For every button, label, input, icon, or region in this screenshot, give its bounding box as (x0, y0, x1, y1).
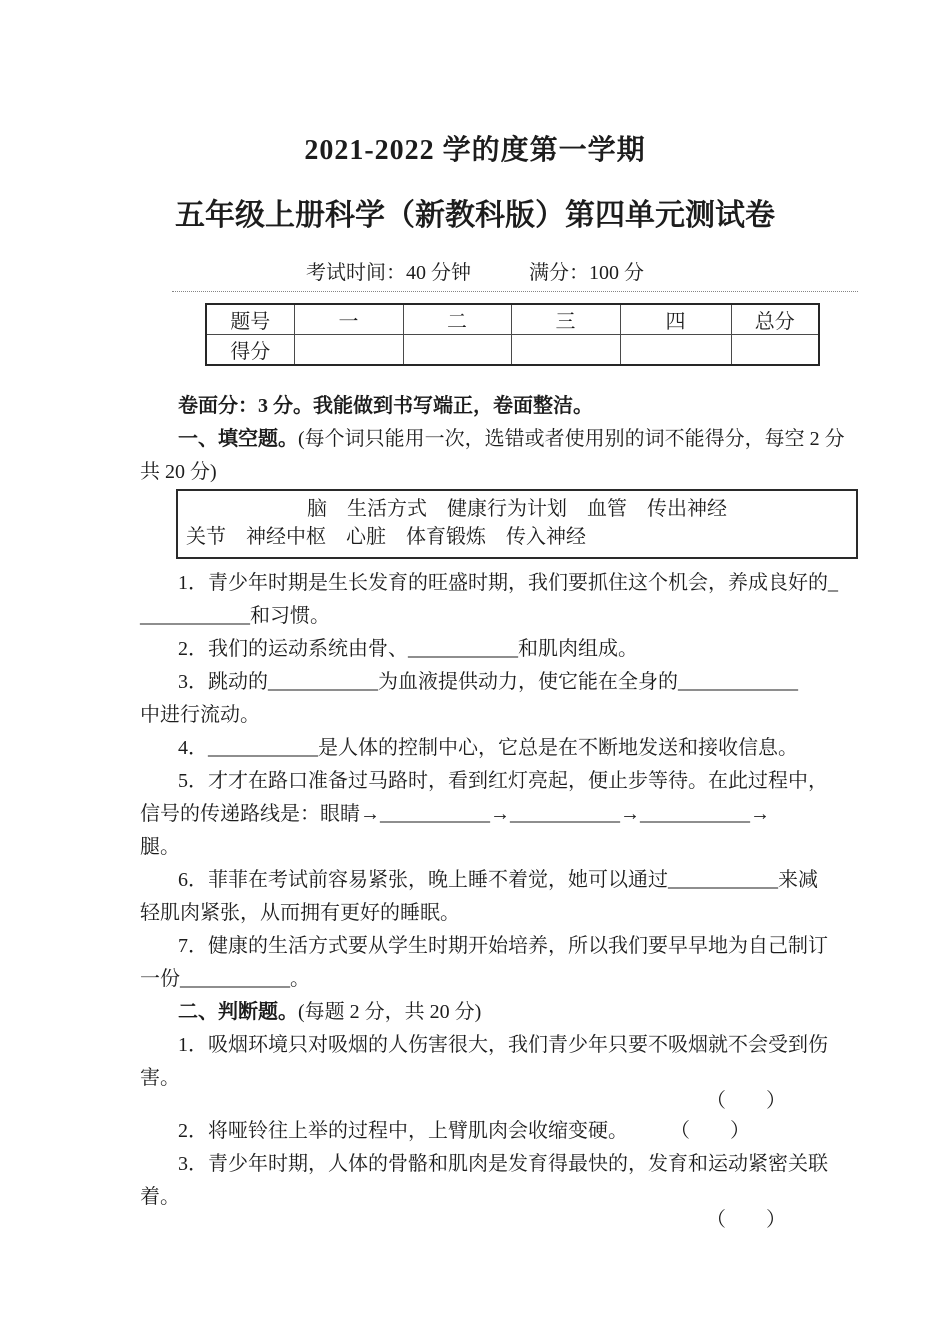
section2-heading-note: (每题 2 分，共 20 分) (298, 1001, 482, 1023)
judge-line: 着。 (140, 1186, 180, 1208)
section1-heading-cont: 共 20 分) (140, 461, 217, 483)
score-table-col: 二 (403, 304, 511, 335)
score-cell (620, 335, 731, 366)
fill-blank-line: 7．健康的生活方式要从学生时期开始培养，所以我们要早早地为自己制订 (178, 935, 828, 957)
fill-blank-line: ___________和习惯。 (140, 605, 330, 627)
judge-line: 3．青少年时期，人体的骨骼和肌肉是发育得最快的，发育和运动紧密关联 (178, 1153, 828, 1175)
neatness-note: 卷面分：3 分。我能做到书写端正，卷面整洁。 (178, 395, 593, 417)
fill-blank-line: 4．___________是人体的控制中心，它总是在不断地发送和接收信息。 (178, 737, 798, 759)
fill-blank-line: 腿。 (140, 836, 180, 858)
score-cell (731, 335, 819, 366)
section1-heading-note: (每个词只能用一次，选错或者使用别的词不能得分，每空 2 分 (298, 428, 845, 450)
exam-info-row (0, 256, 950, 285)
fill-blank-line: 5．才才在路口准备过马路时，看到红灯亮起，便止步等待。在此过程中， (178, 770, 828, 792)
score-table-col: 三 (511, 304, 620, 335)
section2-heading (140, 996, 858, 1029)
judge-line: 1．吸烟环境只对吸烟的人伤害很大，我们青少年只要不吸烟就不会受到伤 (178, 1034, 828, 1056)
judge-line-text: 2．将哑铃往上举的过程中，上臂肌肉会收缩变硬。 (178, 1120, 628, 1142)
fill-blank-line: 中进行流动。 (140, 704, 260, 726)
full-score-label: 满分：100 分 (529, 262, 644, 284)
score-cell (511, 335, 620, 366)
word-bank-line: 关节 神经中枢 心脏 体育锻炼 传入神经 (186, 526, 586, 548)
exam-title-subject: 五年级上册科学（新教科版）第四单元测试卷 (175, 199, 775, 232)
fill-blank-line: 信号的传递路线是：眼睛→___________→___________→___________→ (140, 803, 770, 825)
fill-blank-line: 轻肌肉紧张，从而拥有更好的睡眠。 (140, 902, 460, 924)
score-row-label: 得分 (206, 335, 294, 366)
fill-blank-line: 一份___________。 (140, 968, 310, 990)
judge-line (140, 1115, 858, 1148)
answer-parentheses: （ ） (706, 1209, 786, 1231)
word-bank-line: 脑 生活方式 健康行为计划 血管 传出神经 (307, 498, 727, 520)
score-cell (294, 335, 403, 366)
fill-blank-line: 2．我们的运动系统由骨、___________和肌肉组成。 (178, 638, 638, 660)
word-bank-box (176, 489, 858, 559)
section1-heading-title: 一、填空题。 (178, 428, 298, 450)
exam-time-label: 考试时间：40 分钟 (306, 262, 471, 284)
score-table-header-label: 题号 (206, 304, 294, 335)
score-table-score-row (206, 335, 819, 366)
exam-body (140, 390, 858, 1234)
score-table-col: 四 (620, 304, 731, 335)
section1-heading (140, 423, 858, 456)
answer-parentheses: （ ） (680, 1120, 750, 1142)
score-table-col: 总分 (731, 304, 819, 335)
section2-heading-title: 二、判断题。 (178, 1001, 298, 1023)
score-table (205, 303, 820, 366)
fill-blank-line: 6．菲菲在考试前容易紧张，晚上睡不着觉，她可以通过___________来减 (178, 869, 818, 891)
score-cell (403, 335, 511, 366)
answer-parentheses: （ ） (706, 1090, 786, 1112)
exam-title-year: 2021-2022 学的度第一学期 (304, 135, 646, 166)
judge-line: 害。 (140, 1067, 180, 1089)
fill-blank-line: 3．跳动的___________为血液提供动力，使它能在全身的____________ (178, 671, 798, 693)
score-table-col: 一 (294, 304, 403, 335)
fill-blank-line: 1．青少年时期是生长发育的旺盛时期，我们要抓住这个机会，养成良好的_ (178, 572, 838, 594)
dotted-divider (172, 291, 858, 292)
score-table-header-row (206, 304, 819, 335)
